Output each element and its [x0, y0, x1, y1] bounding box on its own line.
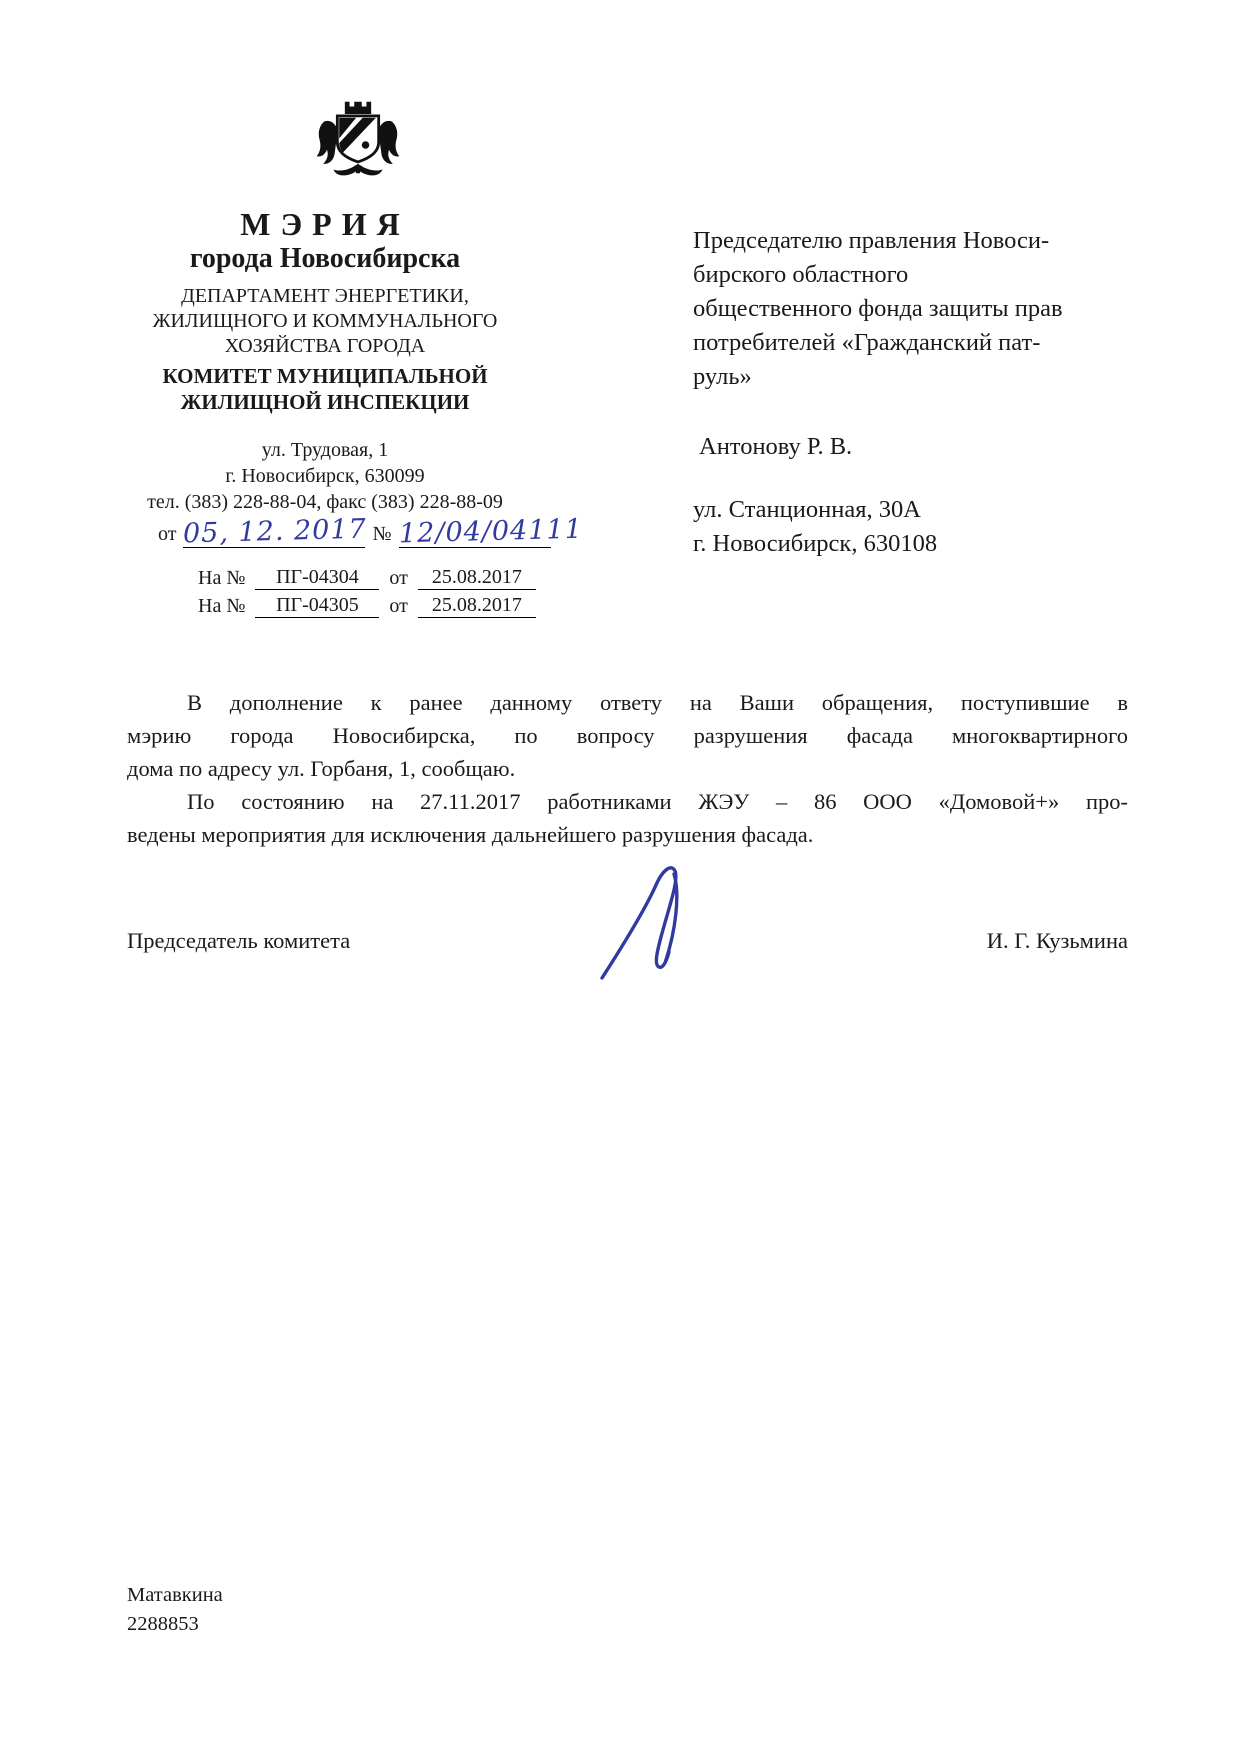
- sender-department-line: ЖИЛИЩНОГО И КОММУНАЛЬНОГО: [152, 310, 498, 332]
- sender-department-line: ХОЗЯЙСТВА ГОРОДА: [224, 335, 426, 357]
- sender-committee-line: КОМИТЕТ МУНИЦИПАЛЬНОЙ: [162, 364, 488, 388]
- outgoing-date-field: [183, 513, 368, 550]
- reference-number: ПГ-04304: [255, 565, 379, 590]
- reference-line: [198, 591, 536, 618]
- sender-department-line: ДЕПАРТАМЕНТ ЭНЕРГЕТИКИ,: [181, 285, 469, 307]
- sender-address-line: ул. Трудовая, 1: [261, 439, 389, 461]
- recipient-block: [693, 224, 1113, 561]
- signature-handwritten: [592, 854, 707, 982]
- reference-label: На №: [198, 567, 246, 589]
- recipient-line: бирского областного: [693, 261, 909, 288]
- reference-of-label: от: [389, 595, 408, 617]
- executor-name: Матавкина: [127, 1584, 223, 1606]
- outgoing-stamp-line: [158, 508, 598, 548]
- reference-block: [198, 563, 536, 619]
- recipient-line: Председателю правления Новоси-: [693, 227, 1050, 254]
- recipient-line: руль»: [693, 363, 752, 390]
- reference-date: 25.08.2017: [418, 565, 536, 590]
- body-line: ведены мероприятия для исключения дальнейшего разрушения фасада.: [127, 822, 814, 847]
- outgoing-number-field: [398, 513, 583, 550]
- reference-date: 25.08.2017: [418, 593, 536, 618]
- reference-number: ПГ-04305: [255, 593, 379, 618]
- recipient-address-line: г. Новосибирск, 630108: [693, 530, 938, 557]
- recipient-line: общественного фонда защиты прав: [693, 295, 1063, 322]
- body-line: мэрию города Новосибирска, по вопросу разрушения фасада многоквартирного: [127, 723, 1128, 748]
- sender-committee-line: ЖИЛИЩНОЙ ИНСПЕКЦИИ: [180, 390, 470, 414]
- signer-title: Председатель комитета: [127, 928, 351, 953]
- outgoing-number-label: №: [372, 523, 392, 545]
- recipient-line: потребителей «Гражданский пат-: [693, 329, 1041, 356]
- executor-phone: 2288853: [127, 1613, 199, 1635]
- body-line: По состоянию на 27.11.2017 работниками ЖЭУ – 86 ООО «Домовой+» про-: [187, 789, 1128, 814]
- letter-body: [127, 686, 1128, 851]
- sender-org-subtitle: города Новосибирска: [189, 243, 461, 274]
- coat-of-arms-icon: [311, 96, 405, 194]
- outgoing-number-handwritten: 12/04/04111: [398, 513, 583, 550]
- body-line: дома по адресу ул. Горбаня, 1, сообщаю.: [127, 756, 516, 781]
- sender-address-line: г. Новосибирск, 630099: [225, 465, 425, 487]
- executor-block: [127, 1581, 223, 1639]
- recipient-name: Антонову Р. В.: [699, 433, 853, 460]
- reference-of-label: от: [389, 567, 408, 589]
- outgoing-date-label: от: [158, 523, 177, 545]
- reference-label: На №: [198, 595, 246, 617]
- recipient-address-line: ул. Станционная, 30А: [693, 496, 921, 523]
- sender-header: [95, 206, 555, 515]
- outgoing-date-handwritten: 05, 12. 2017: [183, 513, 368, 550]
- body-line: В дополнение к ранее данному ответу на Ваши обращения, поступившие в: [187, 690, 1128, 715]
- reference-line: [198, 563, 536, 590]
- sender-org-title: МЭРИЯ: [240, 206, 410, 242]
- signer-name: И. Г. Кузьмина: [986, 928, 1128, 953]
- sender-phone-line: тел. (383) 228-88-04, факс (383) 228-88-09: [147, 491, 503, 513]
